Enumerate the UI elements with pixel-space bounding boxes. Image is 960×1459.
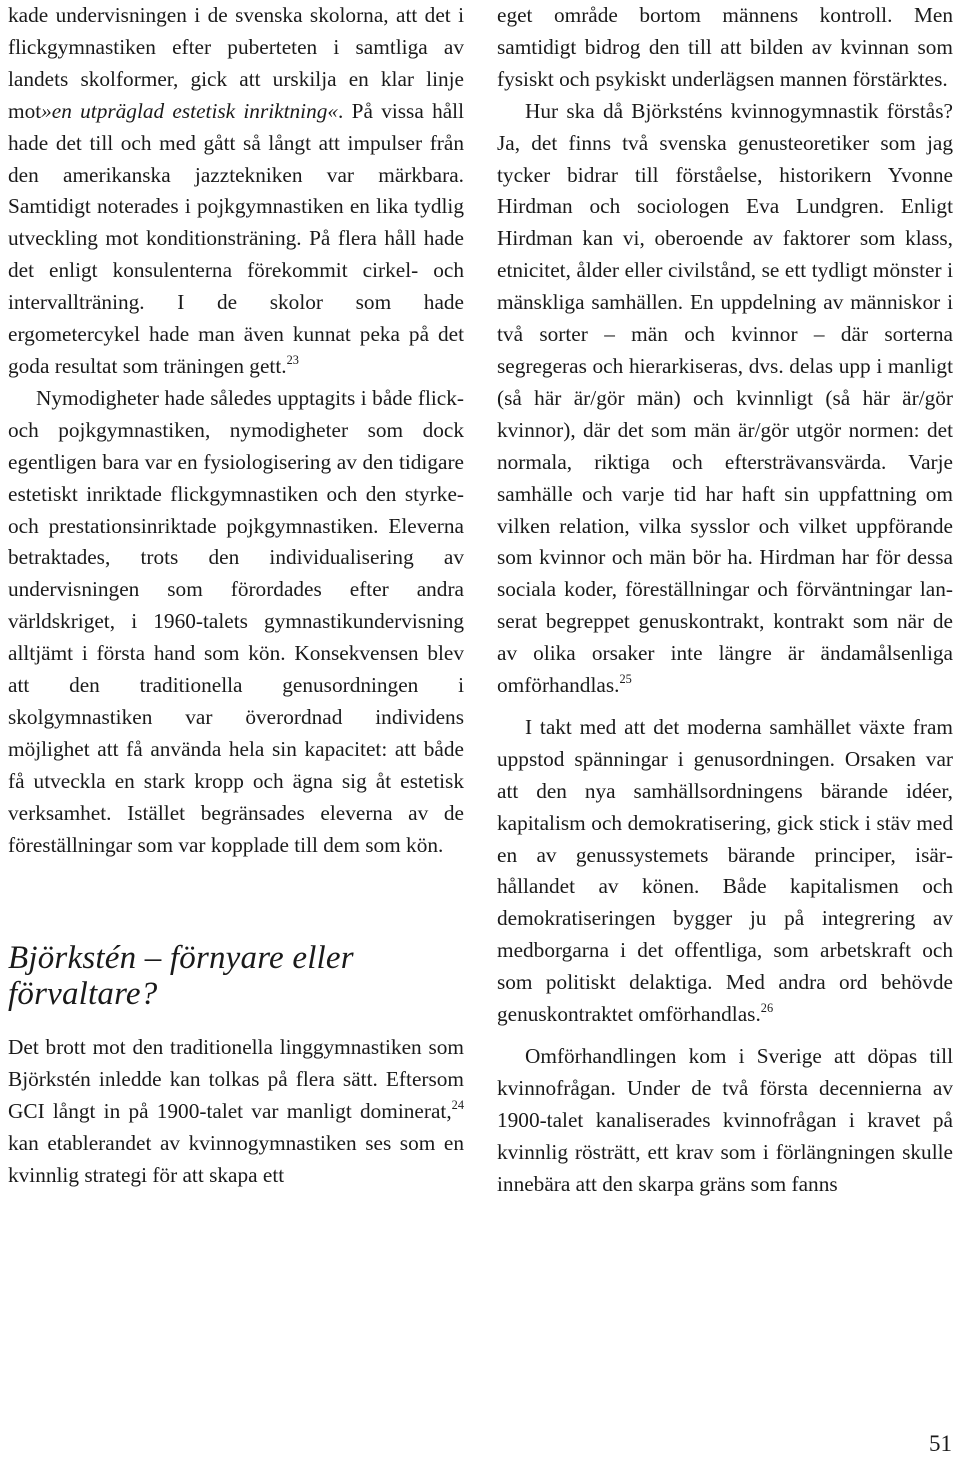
footnote-ref-23: 23 (286, 353, 299, 368)
paragraph-break-with-ling: Det brott mot den traditionella linggymnastiken som Björkstén inledde kan tolkas på flera sätt. Eftersom GCI långt in på 1900-talet var manligt dominerat,$^{24}$ kan etablerandet av kvinnogymnastiken ses som en kvinnlig strategi för att skapa ett (8, 1035, 464, 1188)
paragraph-novelties: Nymodigheter hade således upptagits i både flick- och pojkgymnastiken, nymodigheter som dock egentligen bara var en fysiologisering av den tidigare estetiskt inriktade flickgymnastiken och den styrke- och prestationsinriktade pojkgymnastiken. Eleverna betraktades, trots den individualisering av undervisningen som förordades efter andra världskriget, i 1960-talets gymnastikundervisning alltjämt i första hand som kön. Konsekvensen blev att den traditionella genusordningen i skolgymnastiken var överordnad individens möjlighet att få använda hela sin kapacitet: att både få utveckla en stark kropp och ägna sig åt estetisk verksamhet. Istället begränsades eleverna av de föreställningar som var kopplade till dem som kön. (8, 385, 464, 857)
paragraph-continuation: eget område bortom männens kontroll. Men samtidigt bidrog den till att bilden av kvinnan som fysiskt och psykiskt underlägsen mannen förstärktes. (497, 3, 953, 91)
left-column (8, 0, 464, 1192)
quote-aesthetic-orientation: »en utpräglad estetisk inriktning« (41, 98, 339, 123)
section-heading: Björkstén – förnyare eller förvaltare? (8, 940, 354, 1013)
paragraph-gymnastics-trends: kade undervisningen i de svenska skolorna, att det i flickgymnastiken efter puberteten i samtliga av landets skolformer, gick att urskilja en klar linje mot»en utpräglad estetisk inriktning«. På vissa håll hade det till och med gått så långt att impulser från den amerikanska jazztekniken var märkbara. Samtidigt noterades i pojkgymnastiken en lika tydlig utveckling mot konditionsträning. På flera håll hade det enligt konsulenterna förekommit cirkel- och intervallträning. I de skolor som hade ergometercykel hade man även kunnat peka på det goda resultat som träningen gett.$^{23}$ (8, 3, 464, 378)
paragraph-hirdman: Hur ska då Björksténs kvinnogymnastik förstås? Ja, det finns två svenska genusteoretiker som jag tycker bidrar till förståelse, historikern Yvonne Hirdman och sociologen Eva Lundgren. Enligt Hirdman kan vi, oberoende av faktorer som klass, etnicitet, ålder eller civilstånd, se ett tydligt mönster i mänskliga samhällen. En uppdelning av människor i två sorter – män och kvinnor – där sorterna segregeras och hierarkiseras, dvs. delas upp i manligt (så här är/gör män) och kvinnligt (så här är/gör kvinnor), där det som män är/gör utgör normen: det normala, riktiga och eftersträvansvärda. Varje samhälle och varje tid har haft sin uppfattning om vilken relation, vilka sysslor och vilket uppförande som kvinnor och män bör ha. Hirdman har för dessa sociala koder, föreställningar och förväntningar lanserat begreppet genuskontrakt, kontrakt som när de av olika orsaker inte längre är ändamålsenliga omförhandlas.$^{25}$ (497, 98, 953, 698)
right-column (497, 0, 953, 1201)
footnote-ref-24: 24 (451, 1098, 464, 1113)
footnote-ref-25: 25 (619, 672, 632, 687)
paragraph-womens-question: Omförhandlingen kom i Sverige att döpas till kvinnofrågan. Under de två första decennierna av 1900-talet kanaliserades kvinnofrågan i kravet på kvinnlig rösträtt, ett krav som i förlängningen skulle innebära att den skarpa gräns som fanns (497, 1044, 953, 1196)
paragraph-modern-society: I takt med att det moderna samhället växte fram uppstod spänningar i genusordningen. Orsaken var att den nya samhällsordningens bärande idéer, kapitalism och demokratisering, gick stick i stäv med en av genussystemets bärande principer, isärhållandet av könen. Både kapitalismen och demokratiseringen bygger ju på integrering av medborgarna i det offentliga, som arbetskraft och som politiskt delaktiga. Med andra ord behövde genuskontraktet omförhandlas.$^{26}$ (497, 714, 953, 1027)
page-number: 51 (929, 1431, 952, 1456)
footnote-ref-26: 26 (760, 1001, 774, 1016)
